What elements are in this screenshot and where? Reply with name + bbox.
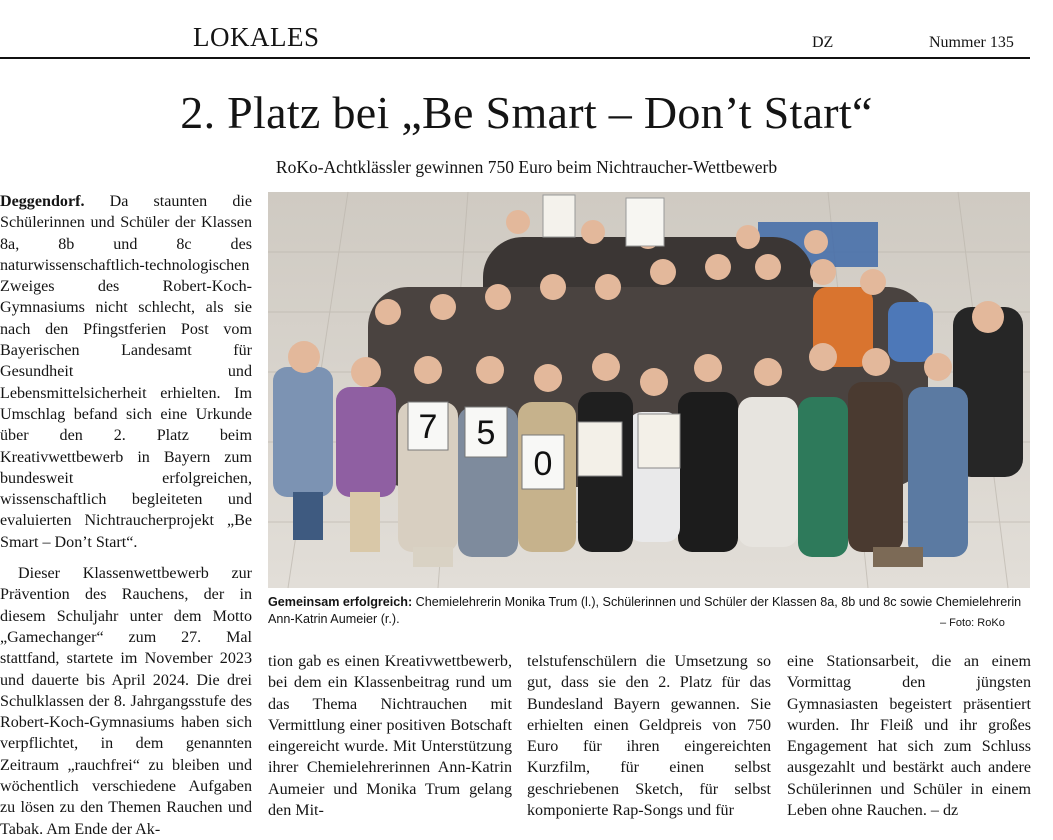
- header-rule: [0, 57, 1030, 59]
- issue-number: Nummer 135: [929, 34, 1014, 51]
- column-2: [268, 651, 512, 820]
- newspaper-name: DZ: [812, 34, 834, 51]
- group-photo: [268, 192, 1030, 588]
- dateline: Deggendorf.: [0, 193, 85, 210]
- page-header: [0, 0, 1053, 58]
- column-1: [0, 191, 252, 838]
- caption-lead: Gemeinsam erfolgreich:: [268, 595, 413, 609]
- article-headline: 2. Platz bei „Be Smart – Don’t Start“: [180, 87, 873, 138]
- column-3: [527, 651, 771, 820]
- section-title: LOKALES: [193, 22, 320, 52]
- sign-digit-2: 5: [476, 414, 496, 452]
- column-2-text: tion gab es einen Kreativwettbewerb, bei dem ein Klassenbeitrag rund um das Thema Nichtrauchen mit Vermittlung einer positiven Botschaft eingereicht wurde. Mit Unterstützung ihrer Chemielehrerinnen Ann-Katrin Aumeier und Monika Trum gelang den Mit-: [268, 653, 512, 820]
- column-4-text: eine Stationsarbeit, die an einem Vormittag den jüngsten Gymnasiasten begeistert präsentiert wurden. Ihr Fleiß und ihr großes Engagement hat sich zum Schluss ausgezahlt und bestärkt auch andere Schülerinnen und Schüler in einem Leben ohne Rauchen. – dz: [787, 653, 1031, 820]
- sign-digit-1: 7: [418, 408, 438, 446]
- column-1-paragraph-2: Dieser Klassenwettbewerb zur Prävention des Rauchens, der in diesem Schuljahr unter dem Motto „Gamechanger“ zum 27. Mal stattfand, startete im November 2023 und dauerte bis April 2024. Die drei Schulklassen der 8. Jahrgangsstufe des Robert-Koch-Gymnasiums haben sich verpflichtet, in dem genannten Zeitraum „rauchfrei“ zu bleiben und wöchentlich verschiedene Aufgaben zu lösen zu den Themen Rauchen und Tabak. Am Ende der Ak-: [0, 565, 252, 838]
- column-3-text: telstufenschülern die Umsetzung so gut, dass sie den 2. Platz für das Bundesland Bayern gewannen. Sie erhielten einen Geldpreis von 750 Euro für ihren eingereichten Kurzfilm, für einen selbst geschriebenen Sketch, für selbst komponierte Rap-Songs und für: [527, 653, 771, 820]
- sign-digit-3: 0: [533, 445, 553, 483]
- photo-credit: – Foto: RoKo: [940, 617, 1005, 629]
- column-1-paragraph-1: Da staunten die Schülerinnen und Schüler der Klassen 8a, 8b und 8c des naturwissenschaftlich-technologischen Zweiges des Robert-Koch-Gymnasiums nicht schlecht, als sie nach den Pfingstferien Post vom Bayerischen Landesamt für Gesundheit und Lebensmittelsicherheit erhielten. Im Umschlag befand sich eine Urkunde über den 2. Platz beim Kreativwettbewerb in Bayern zum bundesweit erfolgreichen, wissenschaftlich begleiteten und evaluierten Nichtraucherprojekt „Be Smart – Don’t Start“.: [0, 193, 252, 551]
- photo-caption: [268, 594, 1030, 628]
- column-4: [787, 651, 1031, 820]
- caption-text: Chemielehrerin Monika Trum (l.), Schülerinnen und Schüler der Klassen 8a, 8b und 8c sowie Chemielehrerin Ann-Katrin Aumeier (r.).: [268, 595, 1022, 626]
- group-photo-illustration: [268, 192, 1030, 588]
- article-subheadline: RoKo-Achtklässler gewinnen 750 Euro beim Nichtraucher-Wettbewerb: [275, 157, 778, 177]
